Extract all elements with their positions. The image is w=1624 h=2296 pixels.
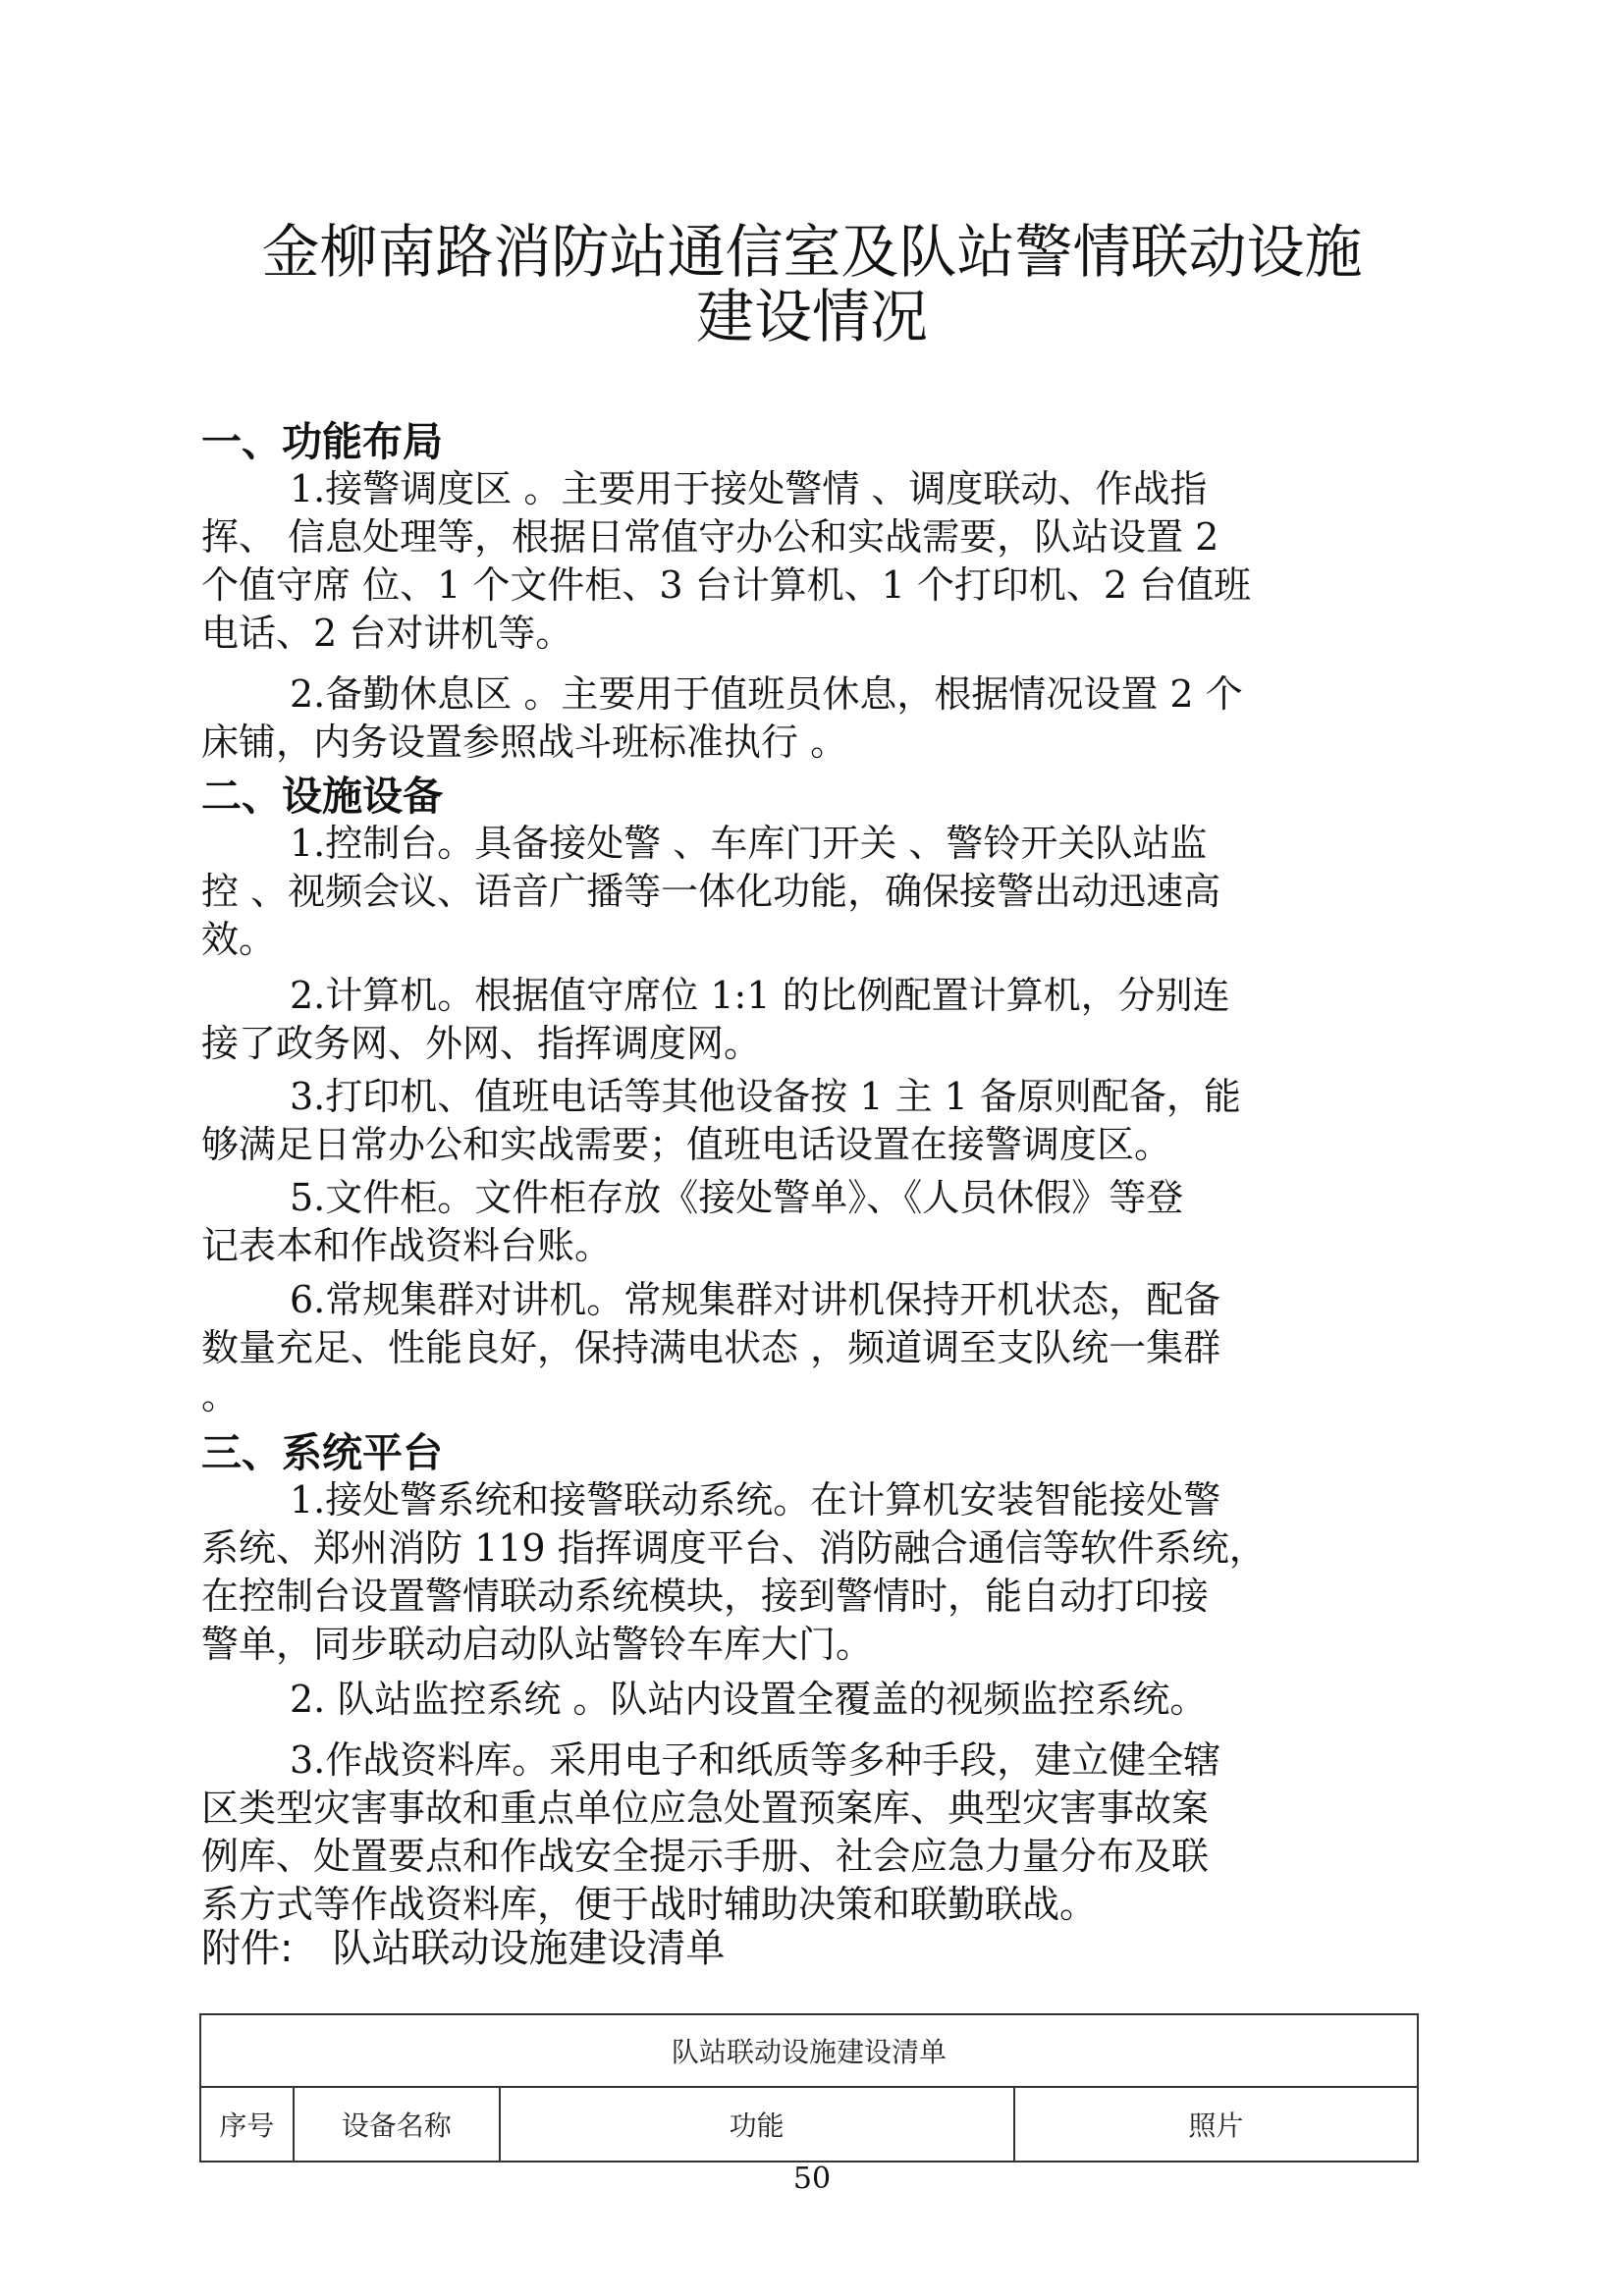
section-heading-layout: 一、功能布局 xyxy=(201,418,443,465)
table-header-function: 功能 xyxy=(500,2087,1014,2162)
text-line: 床铺，内务设置参照战斗班标准执行 。 xyxy=(201,721,848,764)
section-heading-platform: 三、系统平台 xyxy=(201,1429,443,1476)
table-caption: 队站联动设施建设清单 xyxy=(200,2014,1418,2087)
text-line: 接了政务网、外网、指挥调度网。 xyxy=(201,1022,762,1065)
text-line: 2.备勤休息区 。主要用于值班员休息，根据情况设置 2 个 xyxy=(290,672,1243,716)
text-line: 系方式等作战资料库，便于战时辅助决策和联勤联战。 xyxy=(201,1883,1098,1926)
facility-list-table xyxy=(199,2013,1419,2163)
text-line: 1.控制台。具备接处警 、车库门开关 、警铃开关队站监 xyxy=(290,822,1208,865)
section-heading-equipment: 二、设施设备 xyxy=(201,773,443,820)
text-line: 区类型灾害事故和重点单位应急处置预案库、典型灾害事故案 xyxy=(201,1787,1210,1830)
text-line: 电话、2 台对讲机等。 xyxy=(201,612,573,655)
text-line: 2.计算机。根据值守席位 1:1 的比例配置计算机，分别连 xyxy=(290,974,1230,1017)
text-line: 记表本和作战资料台账。 xyxy=(201,1224,613,1267)
table-header-index: 序号 xyxy=(200,2087,294,2162)
text-line: 在控制台设置警情联动系统模块，接到警情时，能自动打印接 xyxy=(201,1575,1210,1618)
paragraph-file-cabinet xyxy=(201,1174,1424,1270)
text-line: 1.接警调度区 。主要用于接处警情 、调度联动、作战指 xyxy=(290,467,1208,510)
paragraph-database xyxy=(201,1736,1424,1929)
attachment-name: 队站联动设施建设清单 xyxy=(332,1926,726,1971)
paragraph-monitoring xyxy=(201,1676,1424,1724)
page-title-line-1: 金柳南路消防站通信室及队站警情联动设施 xyxy=(261,218,1363,286)
text-line: 数量充足、性能良好，保持满电状态 ，频道调至支队统一集群 xyxy=(201,1326,1221,1369)
paragraph-rest-area xyxy=(201,670,1424,767)
text-line: 效。 xyxy=(201,918,277,961)
page-number: 50 xyxy=(792,2162,832,2196)
text-line: 1.接处警系统和接警联动系统。在计算机安装智能接处警 xyxy=(290,1478,1221,1522)
text-line: 控 、视频会议、语音广播等一体化功能，确保接警出动迅速高 xyxy=(201,870,1221,913)
page-title-line-2: 建设情况 xyxy=(695,283,928,350)
text-line: 3.打印机、值班电话等其他设备按 1 主 1 备原则配备，能 xyxy=(290,1075,1241,1118)
table-header-name: 设备名称 xyxy=(294,2087,500,2162)
text-line: 例库、处置要点和作战安全提示手册、社会应急力量分布及联 xyxy=(201,1835,1210,1878)
attachment-line xyxy=(201,1924,725,1973)
paragraph-walkie-talkie xyxy=(201,1276,1424,1420)
text-line: 警单，同步联动启动队站警铃车库大门。 xyxy=(201,1623,874,1666)
paragraph-console xyxy=(201,820,1424,964)
text-line: 。 xyxy=(201,1374,240,1417)
text-line: 6.常规集群对讲机。常规集群对讲机保持开机状态，配备 xyxy=(290,1278,1221,1321)
text-line: 挥、 信息处理等，根据日常值守办公和实战需要，队站设置 2 xyxy=(201,515,1219,559)
paragraph-printer-phone xyxy=(201,1073,1424,1169)
paragraph-computer xyxy=(201,972,1424,1068)
table-header-photo: 照片 xyxy=(1014,2087,1418,2162)
text-line: 5.文件柜。文件柜存放《接处警单》、《人员休假》等登 xyxy=(290,1176,1184,1219)
text-line: 系统、郑州消防 119 指挥调度平台、消防融合通信等软件系统， xyxy=(201,1526,1267,1570)
attachment-label: 附件: xyxy=(201,1926,294,1971)
text-line: 2. 队站监控系统 。队站内设置全覆盖的视频监控系统。 xyxy=(290,1678,1208,1721)
paragraph-dispatch-area xyxy=(201,465,1424,658)
paragraph-dispatch-system xyxy=(201,1476,1424,1669)
text-line: 够满足日常办公和实战需要；值班电话设置在接警调度区。 xyxy=(201,1123,1172,1166)
text-line: 个值守席 位、1 个文件柜、3 台计算机、1 个打印机、2 台值班 xyxy=(201,563,1252,607)
text-line: 3.作战资料库。采用电子和纸质等多种手段，建立健全辖 xyxy=(290,1738,1221,1782)
